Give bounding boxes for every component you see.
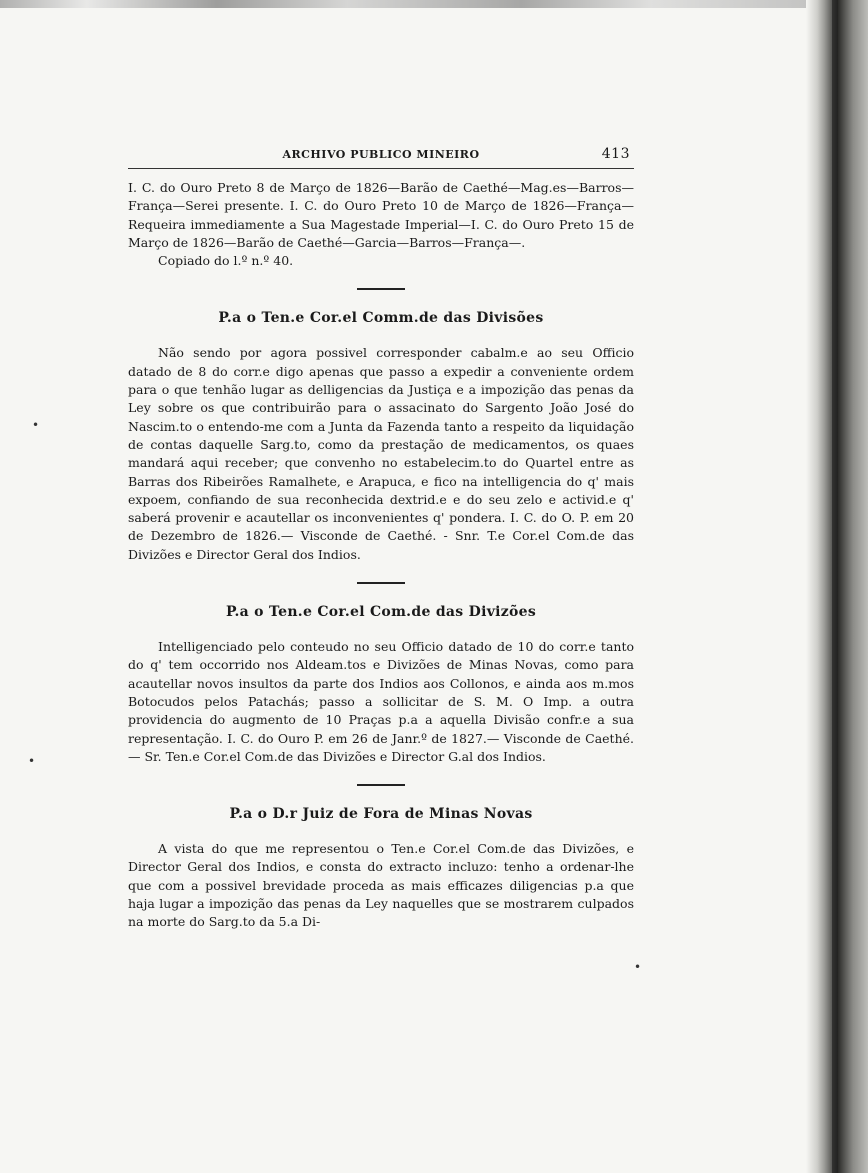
section-body: Intelligenciado pelo conteudo no seu Officio datado de 10 do corr.e tanto do q' tem occorrido nos Aldeam.tos e Divizões de Minas Novas, como para acautellar novos insultos da parte dos Indios aos Collonos, e ainda aos m.mos Botocudos pelos Patachás; passo a sollicitar de S. M. O Imp. a outra providencia do augmento de 10 Praças p.a a aquella Divisão confr.e a sua representação. I. C. do Ouro P. em 26 de Janr.º de 1827.— Visconde de Caethé.— Sr. Ten.e Cor.el Com.de das Divizões e Director G.al dos Indios. (128, 639, 634, 764)
section-separator (357, 288, 405, 290)
section-separator (357, 582, 405, 584)
section-body: Não sendo por agora possivel corresponder cabalm.e ao seu Officio datado de 8 do corr.e digo apenas que passo a expedir a conveniente ordem para o que tenhão lugar as delligencias da Justiça e a impozição das penas da Ley sobre os que contribuirão para o assacinato do Sargento João José do Nascim.to o entendo-me com a Junta da Fazenda tanto a respeito da liquidação de contas daquelle Sarg.to, como da prestação de medicamentos, os quaes mandará aqui receber; que convenho no estabelecim.to do Quartel entre as Barras dos Ribeirões Ramalhete, e Arapuca, e fico na intelligencia do q' mais expoem, confiando de sua reconhecida dextrid.e e do seu zelo e activid.e q' saberá provenir e acautellar os inconvenientes q' pondera. I. C. do O. P. em 20 de Dezembro de 1826.— Visconde de Caethé. - Snr. T.e Cor.el Com.de das Divizões e Director Geral dos Indios. (128, 345, 634, 562)
scan-top-edge (0, 0, 868, 8)
running-header-title: ARCHIVO PUBLICO MINEIRO (282, 148, 480, 161)
running-header (128, 142, 634, 164)
margin-mark: • (28, 754, 36, 768)
copy-note: Copiado do l.º n.º 40. (158, 253, 294, 269)
header-rule (128, 168, 634, 169)
intro-paragraph: I. C. do Ouro Preto 8 de Março de 1826—Barão de Caethé—Mag.es—Barros—França—Serei presente. I. C. do Ouro Preto 10 de Março de 1826—França—Requeira immediamente a Sua Magestade Imperial—I. C. do Ouro Preto 15 de Março de 1826—Barão de Caethé—Garcia—Barros—França—. (128, 180, 634, 250)
section-separator (357, 784, 405, 786)
section-heading: P.a o D.r Juiz de Fora de Minas Novas (229, 806, 533, 823)
section-body: A vista do que me representou o Ten.e Cor.el Com.de das Divizões, e Director Geral dos Indios, e consta do extracto incluzo: tenho a ordenar-lhe que com a possivel brevidade proceda as mais efficazes diligencias p.a que haja lugar a impozição das penas da Ley naquelles que se mostrarem culpados na morte do Sarg.to da 5.a Di- (128, 841, 634, 930)
margin-mark: • (634, 960, 642, 974)
document-page (128, 142, 634, 932)
page-number: 413 (601, 146, 630, 162)
section-heading: P.a o Ten.e Cor.el Com.de das Divizões (225, 604, 537, 621)
margin-mark: • (32, 418, 40, 432)
section-heading: P.a o Ten.e Cor.el Comm.de das Divisões (218, 310, 544, 327)
book-spine-streak (832, 0, 838, 1173)
